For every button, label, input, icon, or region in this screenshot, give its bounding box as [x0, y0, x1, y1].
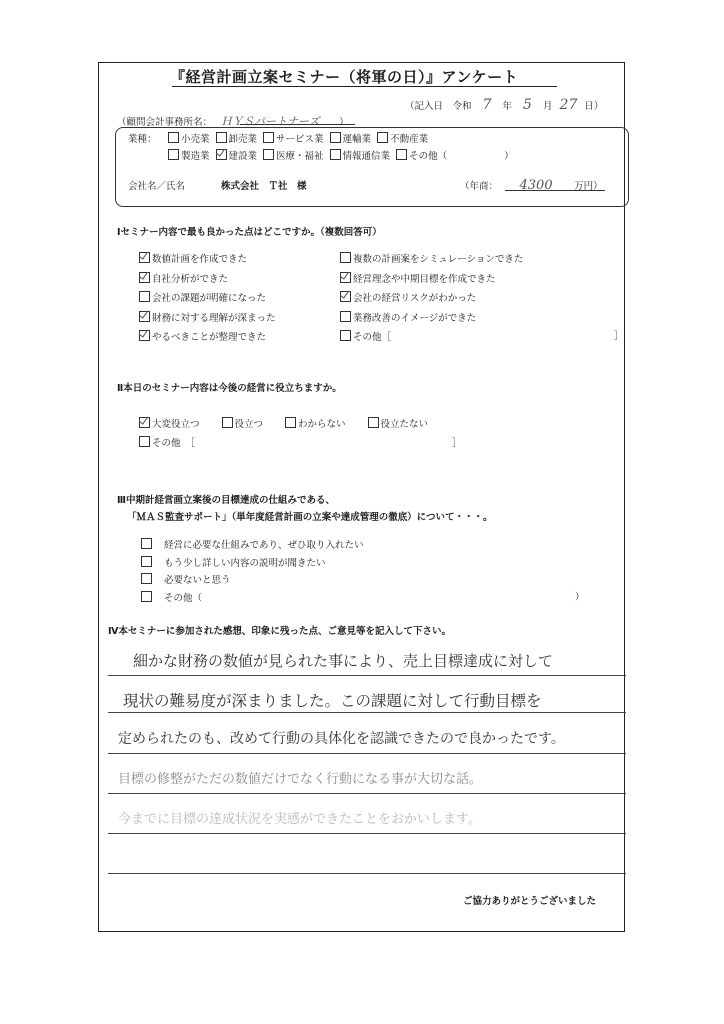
q1-option-label: 会社の経営リスクがわかった — [353, 293, 477, 304]
industry-option[interactable] — [263, 134, 324, 145]
question-2-other — [139, 435, 201, 449]
industry-option[interactable] — [216, 151, 258, 162]
comment-rule — [108, 712, 626, 713]
checkbox-icon[interactable] — [216, 149, 227, 160]
checkbox-icon[interactable] — [141, 538, 152, 549]
q2-option[interactable] — [139, 438, 195, 449]
checkbox-icon[interactable] — [377, 132, 388, 143]
comment-line-1[interactable]: 細かな財務の数値が見られた事により、売上目標達成に対して — [133, 652, 554, 670]
industry-option-label: 小売業 — [181, 134, 210, 145]
date-year[interactable]: 7 — [482, 97, 492, 113]
industry-option[interactable] — [377, 134, 428, 145]
checkbox-icon[interactable] — [396, 149, 407, 160]
revenue-value[interactable]: 4300 — [519, 178, 553, 193]
checkbox-icon[interactable] — [216, 132, 227, 143]
question-3-title-line2: 「ＭＡＳ監査サポート」（単年度経営計画の立案や達成管理の徹底）について・・・。 — [127, 512, 493, 523]
q1-option-label: 数値計画を作成できた — [152, 254, 248, 265]
q3-option-label: 経営に必要な仕組みであり、ぜひ取り入れたい — [164, 540, 364, 551]
checkbox-icon[interactable] — [340, 272, 351, 283]
industry-option[interactable] — [330, 151, 391, 162]
q2-option-label: その他 ［ — [152, 438, 195, 449]
q1-option-label: やるべきことが整理できた — [152, 332, 267, 343]
q3-option-label: その他（ — [164, 592, 203, 604]
checkbox-icon[interactable] — [168, 132, 179, 143]
page-title: 『経営計画立案セミナー（将軍の日）』アンケート — [170, 68, 519, 86]
industry-row-1 — [168, 131, 434, 145]
q1-option-label: 財務に対する理解が深まった — [152, 312, 276, 324]
q1-option[interactable] — [139, 332, 266, 343]
industry-option[interactable] — [330, 134, 372, 145]
q1-option[interactable] — [340, 274, 496, 285]
question-1-title: Ⅰセミナー内容で最も良かった点はどこですか。（複数回答可） — [117, 227, 382, 238]
q2-option-label: 大変役立つ — [152, 419, 200, 430]
question-3-options — [141, 537, 370, 607]
industry-option[interactable] — [168, 151, 210, 162]
q3-option[interactable] — [141, 558, 326, 569]
company-label: 会社名／氏名 — [128, 181, 186, 192]
question-2-title: Ⅱ本日のセミナー内容は今後の経営に役立ちますか。 — [117, 383, 342, 394]
q3-option-label: もう少し詳しい内容の説明が聞きたい — [164, 557, 326, 569]
q3-option[interactable] — [141, 593, 202, 604]
question-2-options — [139, 416, 450, 430]
comment-rule — [108, 873, 626, 874]
q3-option[interactable] — [141, 575, 231, 586]
q2-option[interactable] — [285, 419, 346, 430]
q2-other-close: ］ — [452, 438, 462, 449]
industry-option-label: 運輸業 — [342, 134, 372, 145]
checkbox-icon[interactable] — [139, 252, 150, 263]
q2-option-label: わからない — [298, 419, 346, 430]
checkbox-icon[interactable] — [368, 417, 379, 428]
industry-option-label: 製造業 — [181, 151, 210, 162]
q1-option-label: その他［ — [353, 332, 392, 343]
checkbox-icon[interactable] — [340, 252, 351, 263]
month-label: 月 — [543, 101, 553, 112]
industry-option-label: 情報通信業 — [342, 151, 391, 162]
q1-other-close: ］ — [614, 331, 624, 342]
firm-close: ） — [339, 117, 349, 128]
title-underline — [172, 86, 557, 87]
thanks-message: ご協力ありがとうございました — [463, 896, 597, 907]
q1-option-label: 複数の計画案をシミュレーションできた — [353, 254, 524, 265]
question-3-title-line1: Ⅲ中期計経営画立案後の目標達成の仕組みである、 — [117, 495, 335, 506]
checkbox-icon[interactable] — [263, 149, 274, 160]
comment-rule — [108, 793, 626, 794]
q1-option[interactable] — [340, 332, 391, 343]
checkbox-icon[interactable] — [168, 149, 179, 160]
comment-rule — [108, 753, 626, 754]
checkbox-icon[interactable] — [340, 311, 351, 322]
checkbox-icon[interactable] — [141, 556, 152, 567]
industry-option-label: 不動産業 — [390, 134, 429, 145]
q2-option[interactable] — [139, 419, 200, 430]
industry-label: 業種： — [128, 134, 157, 145]
comment-line-5[interactable]: 今までに目標の達成状況を実感ができたことをおかいします。 — [118, 812, 481, 827]
industry-option-label: 建設業 — [228, 151, 258, 162]
checkbox-icon[interactable] — [340, 330, 351, 341]
industry-row-2 — [168, 148, 520, 162]
revenue-unit: 万円） — [574, 181, 603, 192]
q1-option[interactable] — [139, 293, 266, 304]
q3-option-label: 必要ないと思う — [164, 575, 231, 586]
date-month[interactable]: 5 — [523, 97, 532, 113]
industry-option-label: その他（ ） — [409, 151, 514, 162]
year-label: 年 — [502, 101, 513, 112]
q3-other-close: ） — [575, 592, 585, 603]
question-1-right-options — [340, 250, 529, 348]
checkbox-icon[interactable] — [139, 272, 150, 283]
industry-option[interactable] — [168, 134, 210, 145]
q1-option[interactable] — [340, 293, 476, 304]
entry-date-label: （記入日 令和 — [405, 101, 472, 112]
industry-option[interactable] — [263, 151, 324, 162]
industry-option[interactable] — [396, 151, 514, 162]
industry-option-label: 医療・福祉 — [276, 151, 324, 162]
checkbox-icon[interactable] — [139, 417, 150, 428]
comment-line-4[interactable]: 目標の修整がただの数値だけでなく行動になる事が大切な話。 — [118, 772, 483, 787]
firm-underline — [240, 124, 355, 125]
q1-option-label: 自社分析ができた — [152, 273, 229, 285]
checkbox-icon[interactable] — [141, 591, 152, 602]
checkbox-icon[interactable] — [222, 417, 233, 428]
industry-option-label: 卸売業 — [228, 134, 258, 145]
comment-line-2[interactable]: 現状の難易度が深まりました。この課題に対して行動目標を — [123, 692, 542, 710]
q1-option[interactable] — [139, 254, 247, 265]
q1-option-label: 業務改善のイメージができた — [353, 312, 477, 324]
checkbox-icon[interactable] — [139, 330, 150, 341]
q1-option[interactable] — [139, 313, 276, 324]
q1-option[interactable] — [340, 313, 476, 324]
q3-option[interactable] — [141, 540, 364, 551]
q1-option-label: 経営理念や中期目標を作成できた — [353, 273, 496, 285]
checkbox-icon[interactable] — [139, 311, 150, 322]
q2-option[interactable] — [222, 419, 264, 430]
revenue-underline — [505, 190, 605, 191]
checkbox-icon[interactable] — [285, 417, 296, 428]
checkbox-icon[interactable] — [330, 132, 341, 143]
industry-option[interactable] — [216, 134, 258, 145]
q1-option[interactable] — [139, 274, 228, 285]
company-value[interactable]: 株式会社 Ｔ社 様 — [221, 181, 307, 192]
entry-date — [405, 97, 603, 113]
day-label: 日） — [584, 101, 604, 112]
checkbox-icon[interactable] — [330, 149, 341, 160]
checkbox-icon[interactable] — [139, 436, 150, 447]
checkbox-icon[interactable] — [141, 573, 152, 584]
date-day[interactable]: 27 — [559, 97, 578, 113]
checkbox-icon[interactable] — [263, 132, 274, 143]
q1-option-label: 会社の課題が明確になった — [152, 293, 267, 304]
q2-option-label: 役立たない — [380, 419, 429, 430]
comment-rule — [108, 675, 626, 676]
revenue-label: （年商： — [460, 181, 499, 192]
checkbox-icon[interactable] — [340, 291, 351, 302]
question-4-title: Ⅳ本セミナーに参加された感想、印象に残った点、ご意見等を記入して下さい。 — [108, 626, 451, 637]
q2-option-label: 役立つ — [234, 419, 264, 430]
q1-option[interactable] — [340, 254, 523, 265]
question-1-left-options — [139, 250, 282, 348]
comment-line-3[interactable]: 定められたのも、改めて行動の具体化を認識できたので良かったです。 — [118, 731, 565, 747]
checkbox-icon[interactable] — [139, 291, 150, 302]
firm-value[interactable]: ＨＹＳパートナーズ — [221, 115, 320, 128]
industry-option-label: サービス業 — [276, 134, 324, 145]
comment-rule — [108, 833, 626, 834]
firm-label: （顧問会計事務所名： — [117, 117, 213, 128]
q2-option[interactable] — [368, 419, 429, 430]
